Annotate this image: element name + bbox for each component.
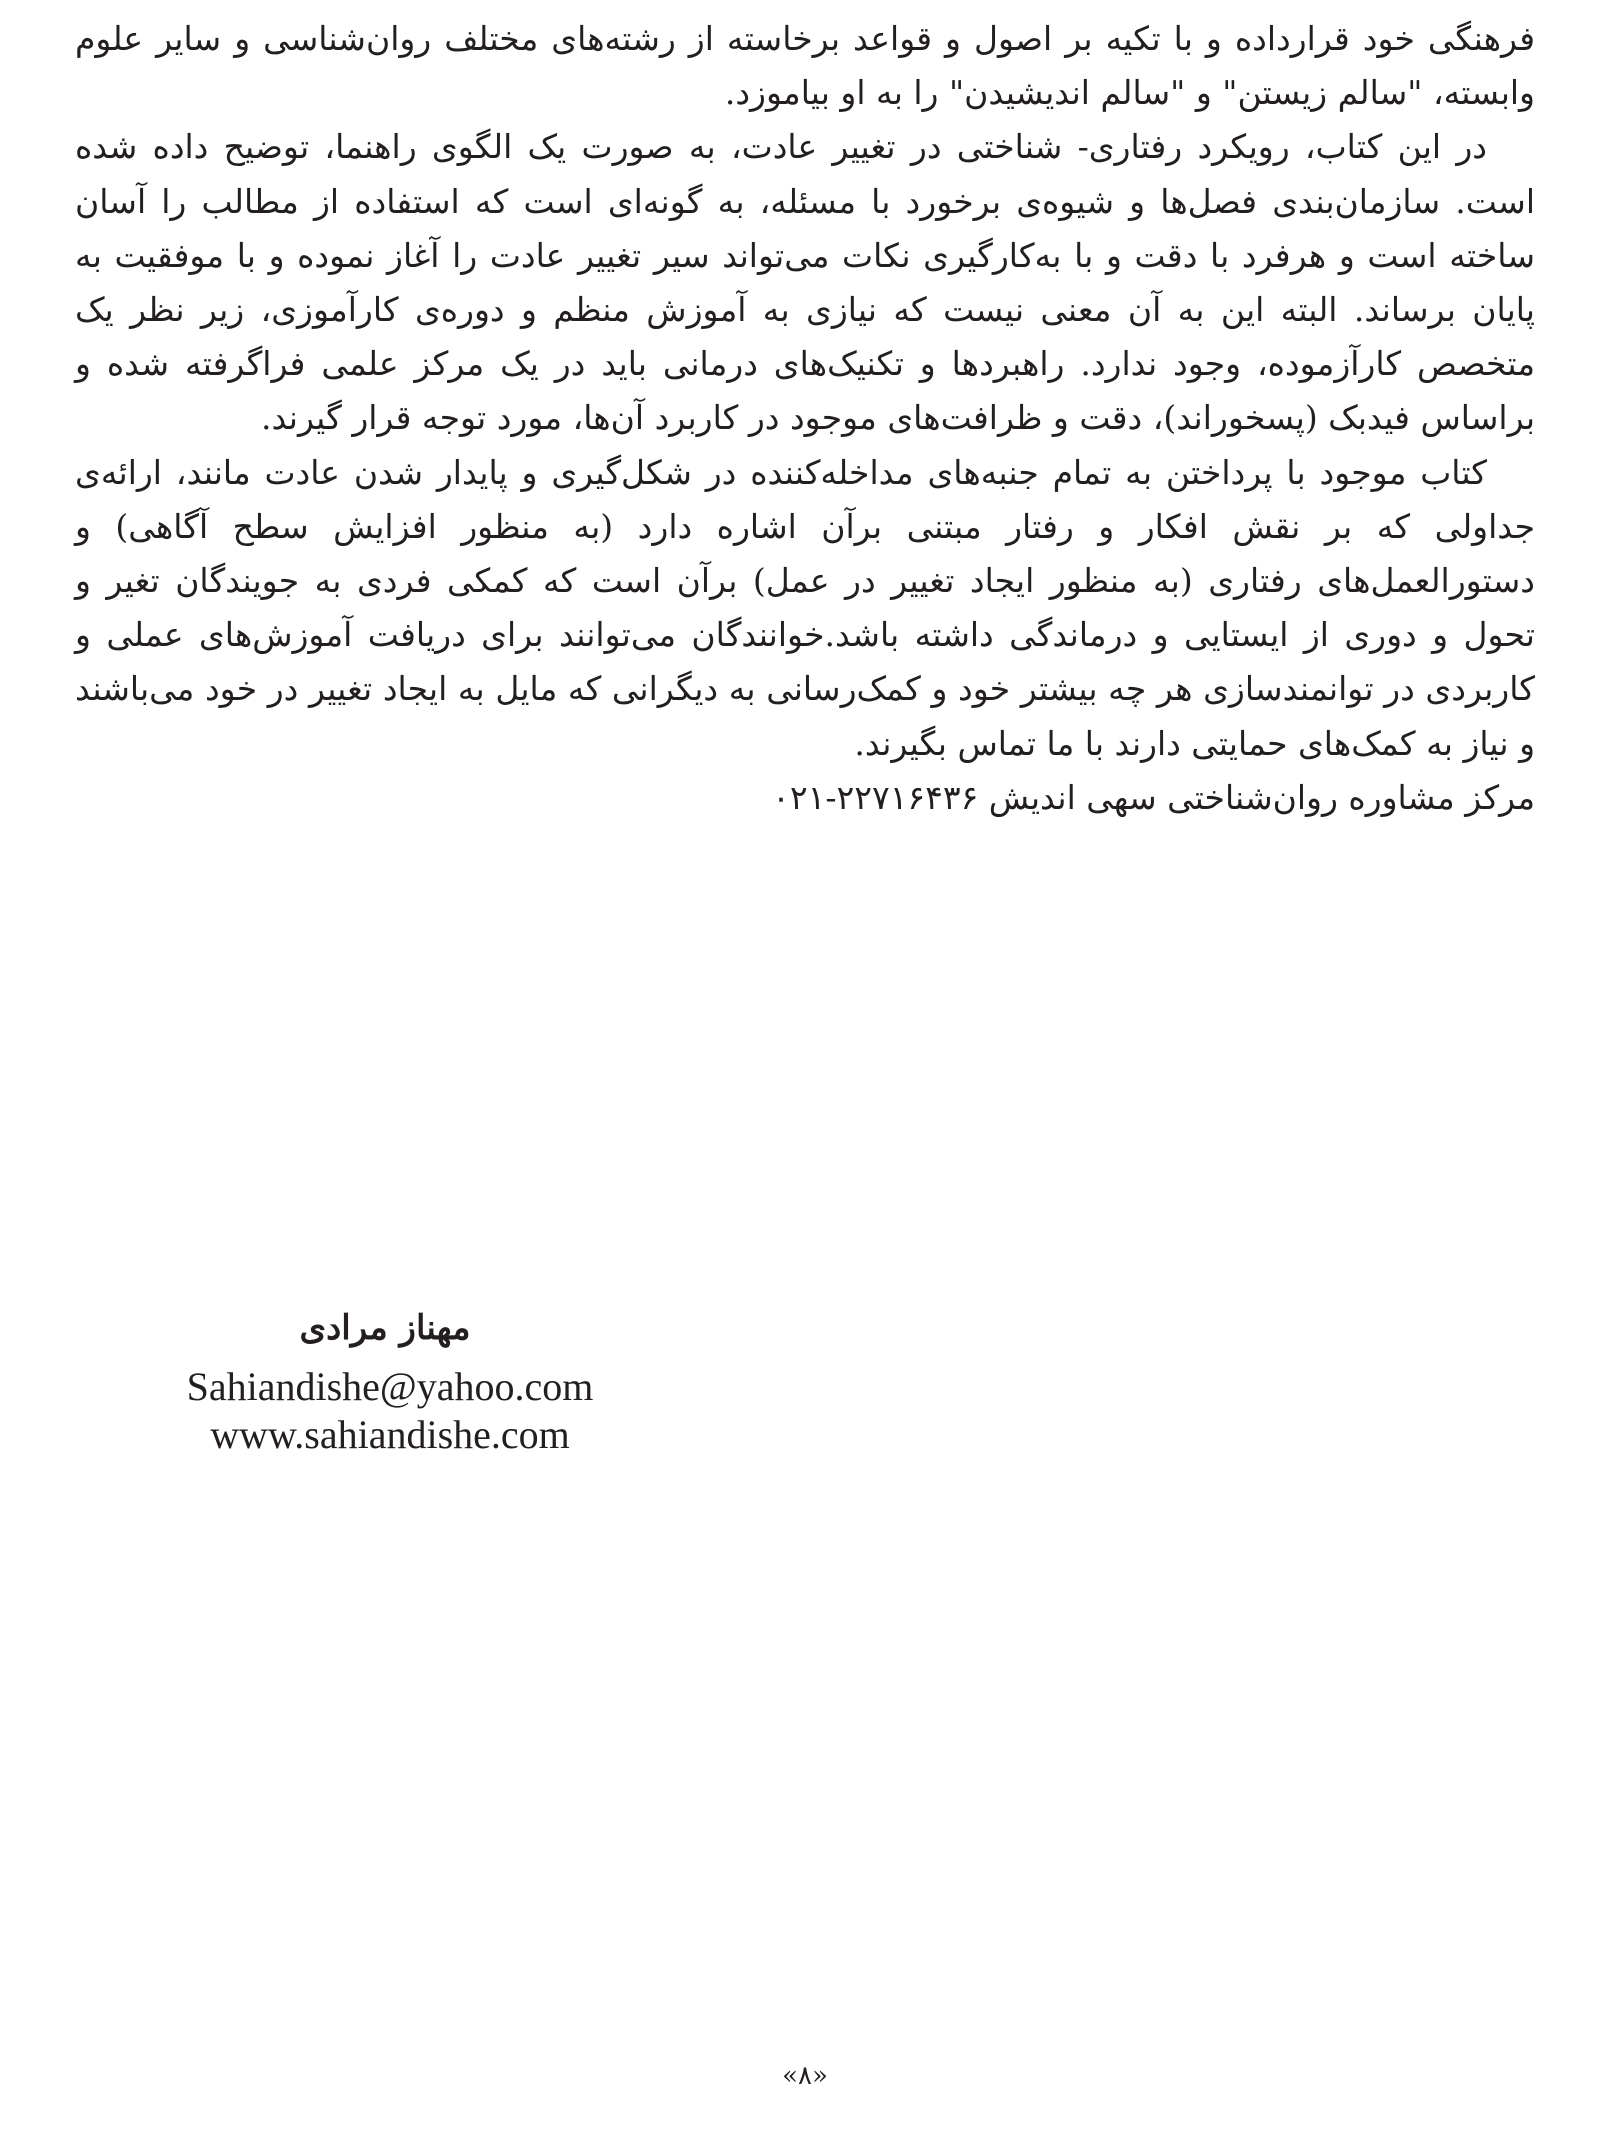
email-address: Sahiandishe@yahoo.com bbox=[186, 1364, 594, 1409]
paragraph-1: فرهنگی خود قرارداده و با تکیه بر اصول و قواعد برخاسته از رشته‌های مختلف روان‌شناسی و سایر علوم وابسته، "سالم زیستن" و "سالم اندیشیدن" را به او بیاموزد. bbox=[75, 19, 1535, 113]
paragraph-2: در این کتاب، رویکرد رفتاری- شناختی در تغییر عادت، به صورت یک الگوی راهنما، توضیح داده شده است. سازمان‌بندی فصل‌ها و شیوه‌ی برخورد با مسئله، به گونه‌ای است که استفاده از مطالب را آسان ساخته است و هرفرد با دقت و با به‌کارگیری نکات می‌تواند سیر تغییر عادت را آغاز نموده و با موفقیت به پایان برساند. البته این به آن معنی نیست که نیازی به آموزش منظم و دوره‌ی کارآموزی، زیر نظر یک متخصص کارآزموده، وجود ندارد. راهبردها و تکنیک‌های درمانی باید در یک مرکز علمی فراگرفته شده و براساس فیدبک (پسخوراند)، دقت و ظرافت‌های موجود در کاربرد آن‌ها، مورد توجه قرار گیرند. bbox=[75, 127, 1535, 438]
page-number: «۸» bbox=[782, 2061, 828, 2091]
contact-block bbox=[120, 1363, 660, 1459]
paragraph-3: کتاب موجود با پرداختن به تمام جنبه‌های مداخله‌کننده در شکل‌گیری و پایدار شدن عادت مانند، ارائه‌ی جداولی که بر نقش افکار و رفتار مبتنی برآن اشاره دارد (به منظور افزایش سطح آگاهی) و دستورالعمل‌های رفتاری (به منظور ایجاد تغییر در عمل) برآن است که کمکی فردی به جویندگان تغیر و تحول و دوری از ایستایی و درماندگی داشته باشد.خوانندگان می‌توانند برای دریافت آموزش‌های عملی و کاربردی در توانمندسازی هر چه بیشتر خود و کمک‌رسانی به دیگرانی که مایل به ایجاد تغییر در خود می‌باشند و نیاز به کمک‌های حمایتی دارند با ما تماس بگیرند. bbox=[75, 452, 1535, 763]
body-text bbox=[75, 12, 1535, 825]
author-name: مهناز مرادی bbox=[299, 1308, 471, 1348]
website-address: www.sahiandishe.com bbox=[210, 1412, 570, 1457]
counseling-center-line: مرکز مشاوره روان‌شناختی سهی اندیش ۲۲۷۱۶۴۳۶-۰۲۱ bbox=[772, 777, 1535, 817]
